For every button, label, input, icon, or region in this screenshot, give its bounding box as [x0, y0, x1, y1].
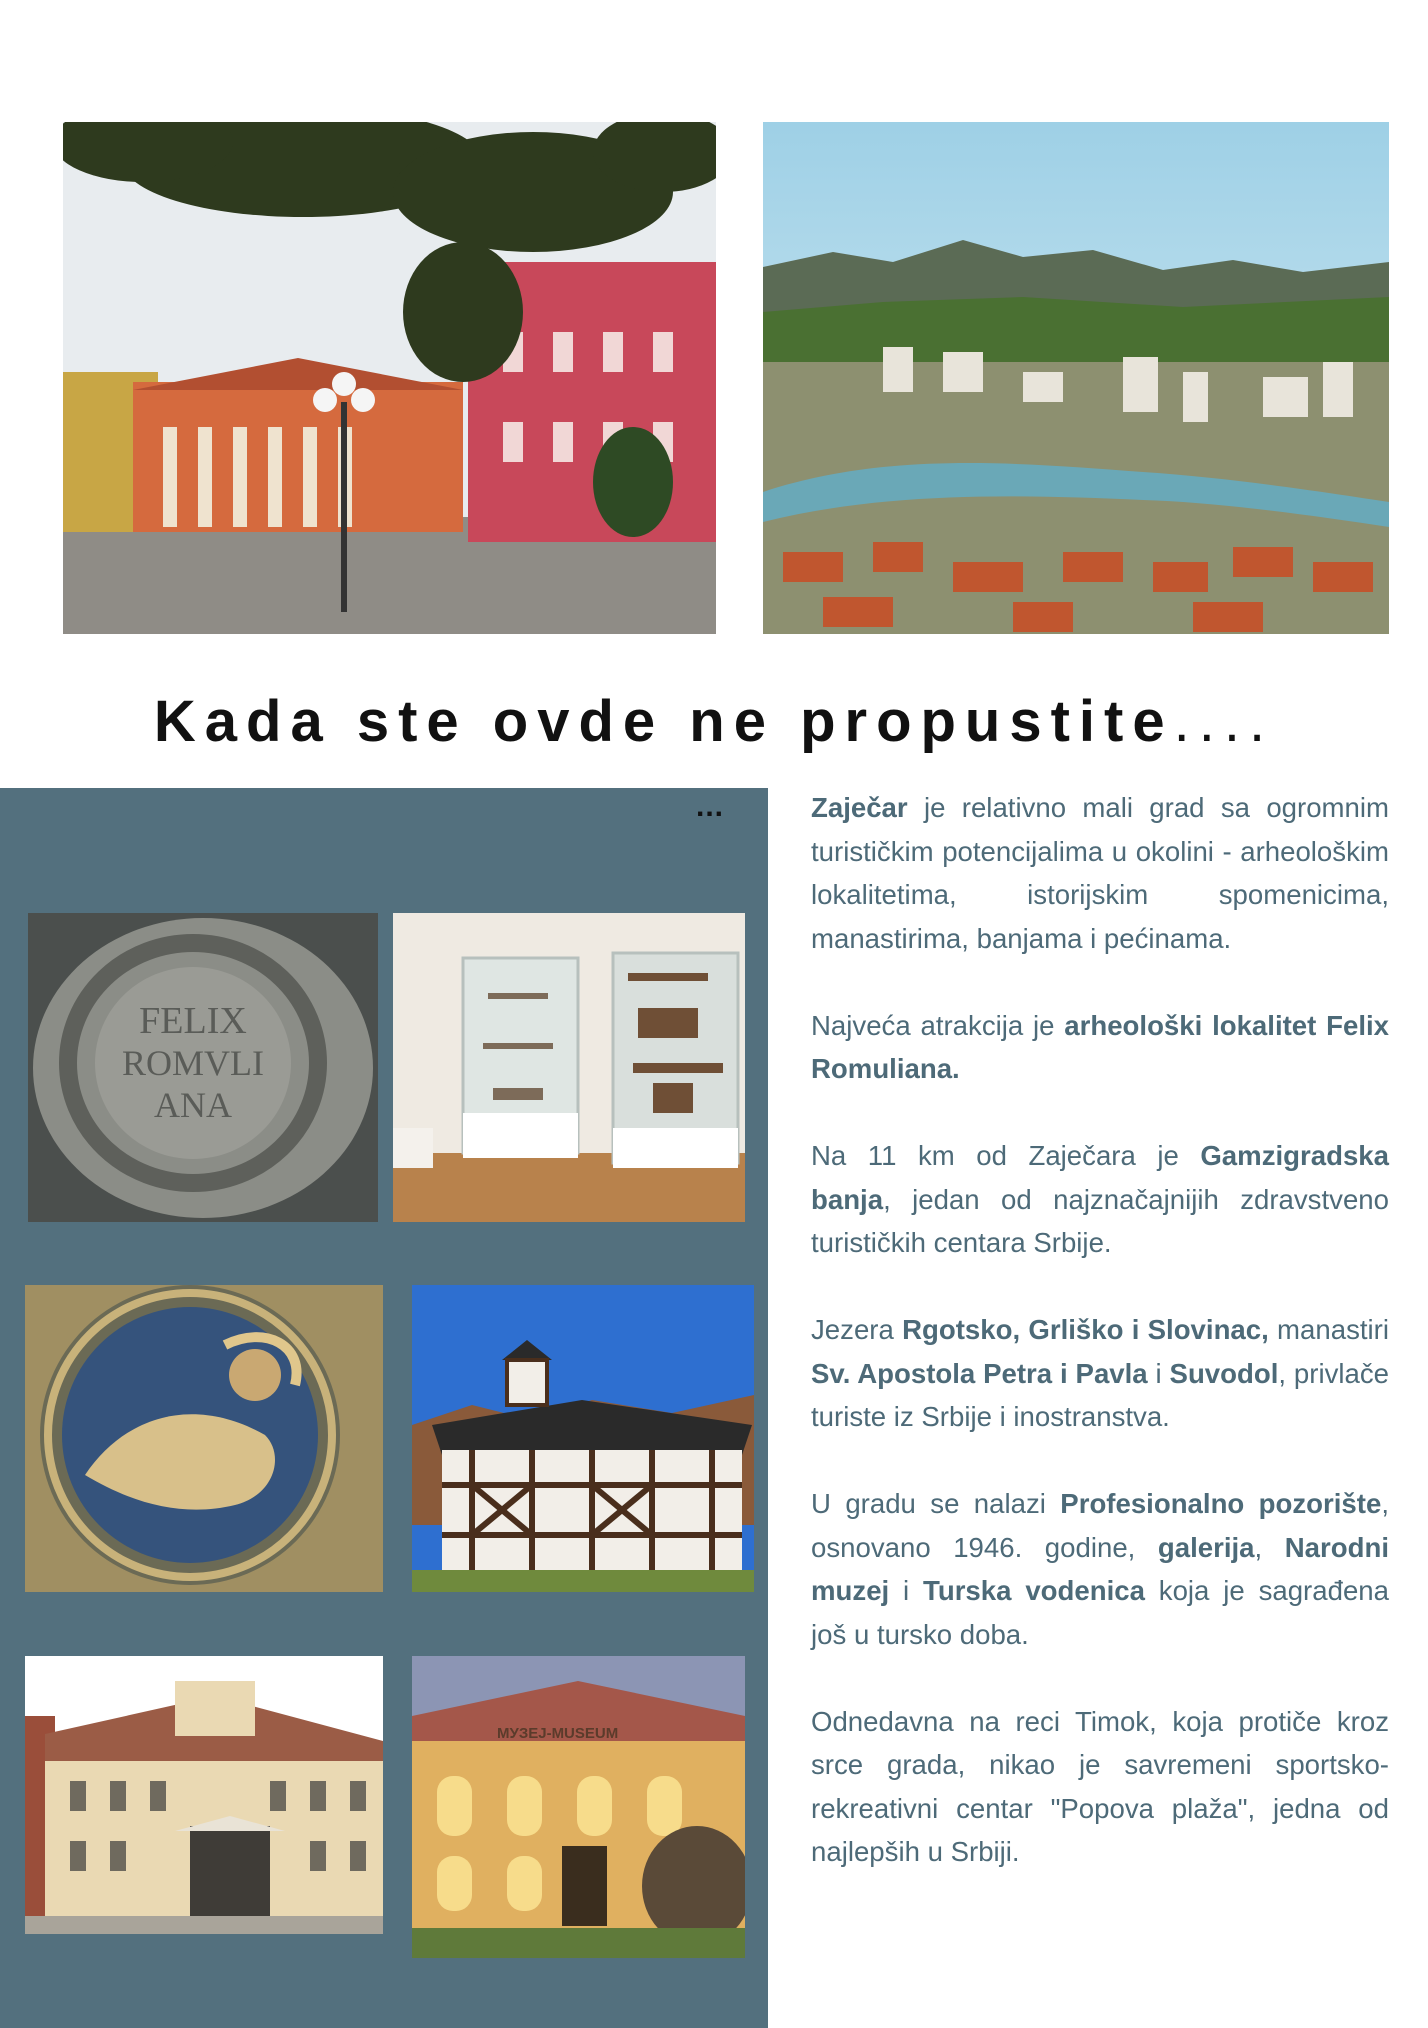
- stone-inscription-line3: ANA: [154, 1085, 232, 1125]
- page-title-text: Kada ste ovde ne propustite: [153, 689, 1174, 754]
- highlight-text: Rgotsko, Grliško i Slovinac,: [902, 1314, 1269, 1345]
- body-text: Najveća atrakcija je: [811, 1009, 1065, 1041]
- body-text: Jezera: [811, 1314, 903, 1345]
- page-title-dots: ....: [1173, 689, 1275, 754]
- highlight-text: Suvodol: [1169, 1357, 1279, 1389]
- paragraph-intro: [811, 786, 1389, 960]
- photo-town-square: [63, 122, 716, 634]
- body-text: i: [889, 1575, 924, 1606]
- body-text: ,: [1254, 1531, 1285, 1563]
- highlight-text: Narodni muzej: [811, 1531, 1389, 1606]
- paragraph-gamzigradska-banja: [811, 1134, 1389, 1265]
- text-column: [811, 786, 1389, 1874]
- highlight-text: Zaječar: [811, 792, 908, 823]
- body-text: i: [1147, 1357, 1170, 1389]
- photo-mosaic: [25, 1285, 383, 1592]
- body-text: Na 11 km od Zaječara je: [811, 1140, 1201, 1171]
- photo-theatre-building: [25, 1656, 383, 1934]
- photo-museum-showcase: [393, 913, 745, 1222]
- body-text: , osnovano 1946. godine,: [811, 1488, 1389, 1563]
- highlight-text: Gamzigradska banja: [811, 1140, 1389, 1215]
- paragraph-culture: [811, 1482, 1389, 1656]
- photo-felix-romuliana-stone: [28, 913, 378, 1222]
- paragraph-lakes-monasteries: [811, 1308, 1389, 1439]
- body-text: manastiri: [1268, 1314, 1389, 1345]
- page-title: [0, 688, 1428, 755]
- highlight-text: Turska vodenica: [923, 1575, 1145, 1606]
- body-text: koja je sagrađena još u tursko doba.: [811, 1575, 1389, 1650]
- body-text: , jedan od najznačajnijih zdravstveno turističkih centara Srbije.: [811, 1183, 1389, 1258]
- paragraph-felix-romuliana: [811, 1004, 1389, 1091]
- highlight-text: Profesionalno pozorište: [1060, 1488, 1382, 1519]
- body-text: , privlače turiste iz Srbije i inostranstva.: [811, 1357, 1390, 1432]
- body-text: U gradu se nalazi: [811, 1488, 1061, 1519]
- stone-inscription-line1: FELIX: [139, 1000, 247, 1042]
- highlight-text: galerija: [1157, 1531, 1255, 1563]
- museum-sign-text: МУЗЕЈ-MUSEUM: [497, 1725, 619, 1742]
- body-text: je relativno mali grad sa ogromnim turističkim potencijalima u okolini - arheološkim lokalitetima, istorijskim spomenicima, manastirima, banjama i pećinama.: [811, 792, 1389, 954]
- highlight-text: Sv. Apostola Petra i Pavla: [811, 1357, 1148, 1389]
- photo-city-panorama: [763, 122, 1389, 634]
- stone-inscription-line2: ROMVLI: [122, 1043, 264, 1083]
- highlight-text: arheološki lokalitet Felix Romuliana.: [811, 1009, 1389, 1084]
- photo-national-museum: [412, 1656, 745, 1958]
- body-text: Odnedavna na reci Timok, koja protiče kroz srce grada, nikao je savremeni sportsko-rekreativni centar "Popova plaža", jedna od najlepših u Srbiji.: [811, 1705, 1389, 1867]
- photo-turkish-mill: [412, 1285, 754, 1592]
- panel-ellipsis: ...: [696, 790, 725, 823]
- paragraph-popova-plaza: [811, 1700, 1389, 1874]
